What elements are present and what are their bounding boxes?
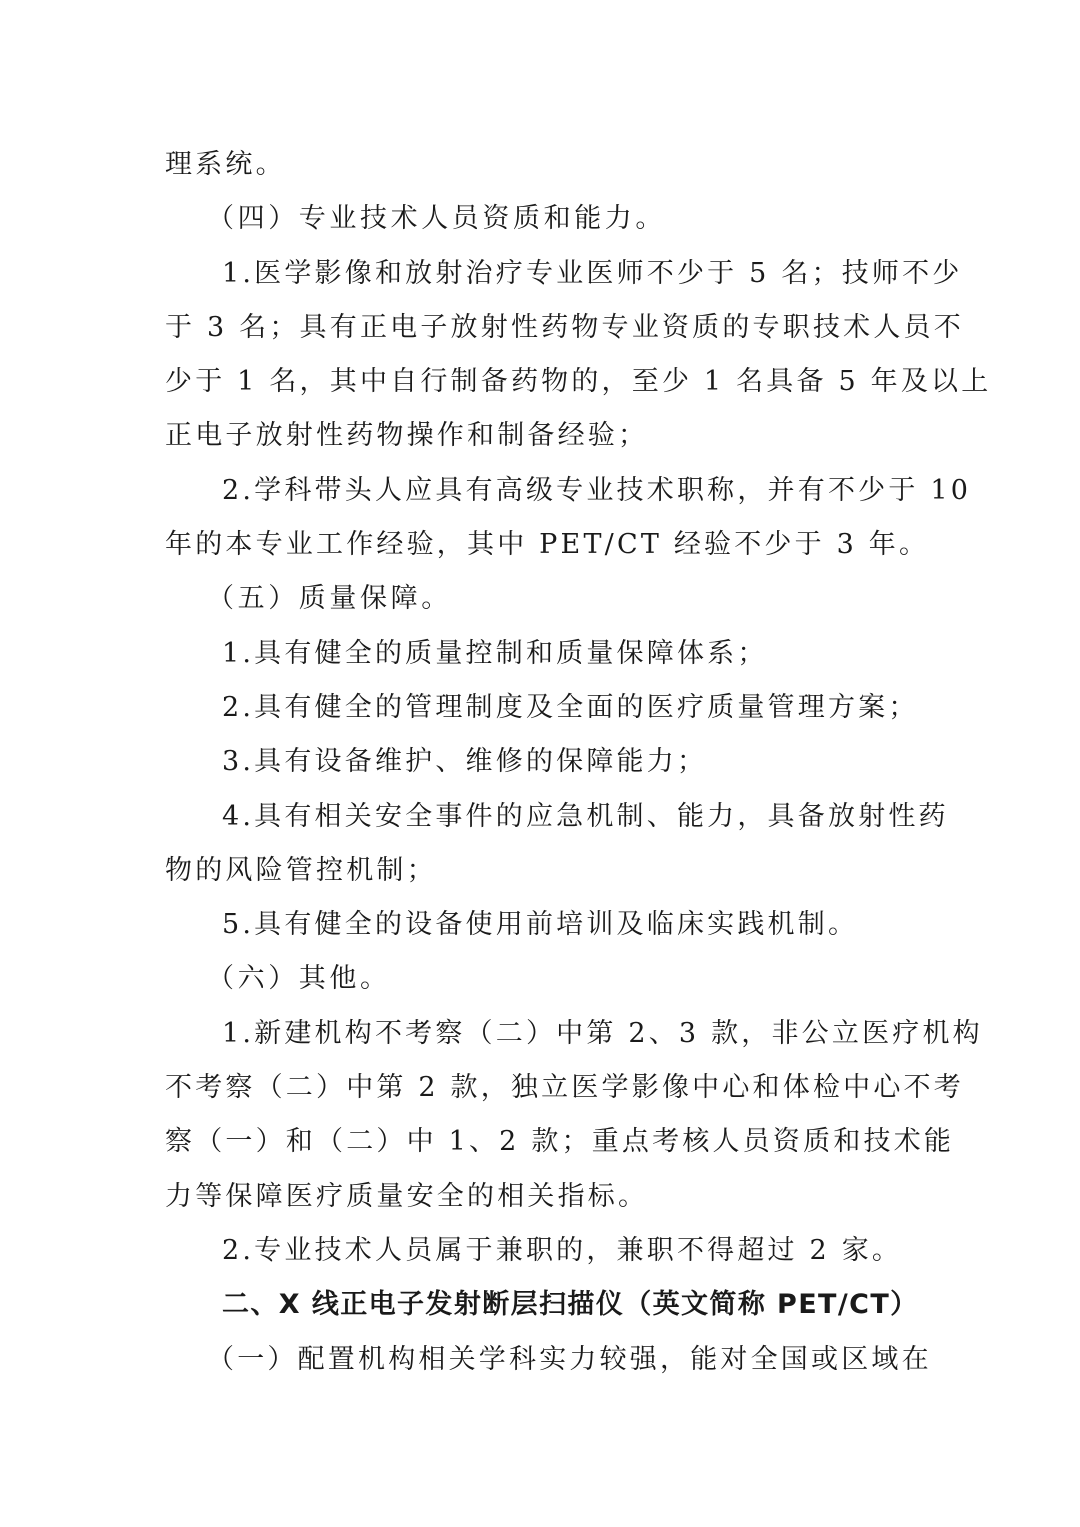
text-line: 察（一）和（二）中 1、2 款；重点考核人员资质和技术能 <box>165 1126 955 1158</box>
text-line: 少于 1 名，其中自行制备药物的，至少 1 名具备 5 年及以上 <box>165 366 992 398</box>
text-line: 正电子放射性药物操作和制备经验； <box>165 420 649 452</box>
subsection-text-1: （一）配置机构相关学科实力较强，能对全国或区域在 <box>207 1343 932 1375</box>
text-line: 于 3 名；具有正电子放射性药物专业资质的专职技术人员不 <box>165 311 964 343</box>
list-item: 1.新建机构不考察（二）中第 2、3 款，非公立医疗机构 <box>222 1017 983 1049</box>
text-line: 年的本专业工作经验，其中 PET/CT 经验不少于 3 年。 <box>165 529 930 561</box>
text-line: 物的风险管控机制； <box>165 854 437 886</box>
list-item: 2.具有健全的管理制度及全面的医疗质量管理方案； <box>222 691 919 723</box>
list-item: 4.具有相关安全事件的应急机制、能力，具备放射性药 <box>222 800 949 832</box>
list-item: 1.具有健全的质量控制和质量保障体系； <box>222 637 768 669</box>
subsection-heading-6: （六）其他。 <box>207 963 391 995</box>
section-heading-2: 二、X 线正电子发射断层扫描仪（英文简称 PET/CT） <box>222 1289 919 1321</box>
list-item: 5.具有健全的设备使用前培训及临床实践机制。 <box>222 909 859 941</box>
subsection-heading-4: （四）专业技术人员资质和能力。 <box>207 203 666 235</box>
list-item: 3.具有设备维护、维修的保障能力； <box>222 746 708 778</box>
subsection-heading-5: （五）质量保障。 <box>207 583 452 615</box>
list-item: 2.专业技术人员属于兼职的，兼职不得超过 2 家。 <box>222 1234 903 1266</box>
text-line: 力等保障医疗质量安全的相关指标。 <box>165 1180 649 1212</box>
list-item: 1.医学影像和放射治疗专业医师不少于 5 名；技师不少 <box>222 257 963 289</box>
list-item: 2.学科带头人应具有高级专业技术职称，并有不少于 10 <box>222 474 972 506</box>
text-line: 理系统。 <box>165 149 286 180</box>
document-page <box>165 138 992 1387</box>
text-line: 不考察（二）中第 2 款，独立医学影像中心和体检中心不考 <box>165 1072 964 1104</box>
